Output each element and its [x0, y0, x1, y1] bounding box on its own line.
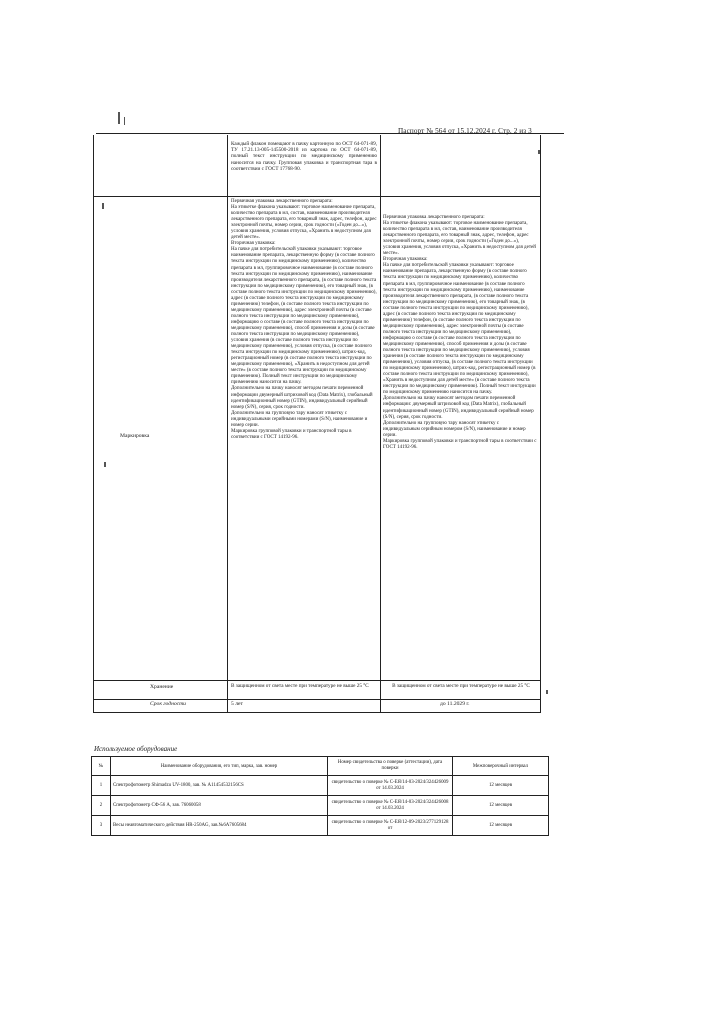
storage-left: В защищенном от света месте при температуре не выше 25 °С: [231, 683, 369, 689]
interval: 12 месяцев: [453, 816, 549, 836]
storage-right: В защищенном от света месте при температуре не выше 25 °С: [392, 683, 530, 689]
col-header-certificate: Номер свидетельства о поверке (аттестации), дата поверки: [328, 757, 453, 776]
storage-label: Хранение: [150, 684, 174, 690]
certificate: свидетельство о поверке № С-ЕЯ/12-09-2023/277129128 от: [328, 816, 453, 836]
equipment-table: [91, 756, 549, 836]
scan-artifact: [546, 690, 548, 694]
interval: 12 месяцев: [453, 776, 549, 796]
marking-right-text: Первичная упаковка лекарственного препарата: На этикетке флакона указывают: торговое наименование препарата, количество препарата в мл, состав, наименование производителя лекарственного препарата, его товарный знак, адрес, телефон, адрес электронной почты, номер серии, срок годности («Годен до...»), условия хранения, условия отпуска, «Хранить в недоступном для детей месте». Вторичная упаковка: На пачке для потребительской упаковки указывают: торговое наименование препарата, лекарственную форму (в составе полного текста инструкции по медицинскому применению), количество препарата в мл, группировочное наименование (в составе полного текста инструкции по медицинскому применению), наименование производителя лекарственного препарата, (в составе полного текста инструкции по медицинскому применению), его товарный знак, (в составе полного текста инструкции по медицинскому применению), адрес (в составе полного текста инструкции по медицинскому применению) телефон, (в составе полного текста инструкции по медицинскому применению), адрес электронной почты (в составе полного текста инструкции по медицинскому применению), информацию о составе (в составе полного текста инструкции по медицинскому применению), способ применения и дозы (в составе полного текста инструкции по медицинскому применению), условия хранения (в составе полного текста инструкции по медицинскому применению), условия отпуска, (в составе полного текста инструкции по медицинскому применению), штрих-код, регистрационный номер (в составе полного текста инструкции по медицинскому применению), «Хранить в недоступном для детей месте» (в составе полного текста инструкции по медицинскому применению). Полный текст инструкции по медицинскому применению наносится на пачку. Дополнительно на пачку наносят методом печати переменной информации: двумерный штриховой код (Data Matrix), глобальный идентификационный номер (GTIN), индивидуальный серийный номер (S/N), серия, срок годности. Дополнительно на групповую тару наносят этикетку с индивидуальным серийным номером (S/N), наименование и номер серии. Маркировка групповой упаковки и транспортной тары в соответствии с ГОСТ 14192-96.: [383, 215, 537, 450]
packaging-cell-text: Каждый флакон помещают в пачку картонную по ОСТ 64-071-89, ТУ 17.21.13-005-145500-2018 из картона по ОСТ 64-071-89, полный текст инструкции по медицинскому применению наносится на пачку. Групповая упаковка и транспортная тара в соответствии с ГОСТ 17768-90.: [231, 141, 377, 172]
row-number: 2: [92, 796, 111, 816]
table-border-right: [540, 135, 541, 713]
passport-header: Паспорт № 564 от 15.12.2024 г. Стр. 2 из 3: [398, 127, 532, 135]
shelf-life-left: 5 лет: [231, 701, 243, 707]
table-col-divider-2: [380, 135, 381, 713]
equipment-name: Спектрофотометр СФ-56 А, зав. 76060058: [111, 796, 328, 816]
equipment-title: Используемое оборудование: [94, 745, 178, 753]
certificate: свидетельство о поверке № С-ЕЯ/14-03-2024/324426008 от 14.03.2024: [328, 796, 453, 816]
scan-artifact: [104, 462, 106, 467]
col-header-interval: Межповерочный интервал: [453, 757, 549, 776]
equipment-name: Весы неавтоматического действия HR-250AG, зав.№6A7605684: [111, 816, 328, 836]
marking-row-label: Маркировка: [120, 433, 150, 439]
col-header-number: №: [92, 757, 111, 776]
certificate: свидетельство о поверке № С-ЕЯ/14-03-2024/324426009 от 14.03.2024: [328, 776, 453, 796]
table-col-divider-1: [227, 135, 228, 713]
scan-artifact: [102, 203, 104, 209]
header-rule: [96, 133, 564, 134]
table-row: [92, 776, 549, 796]
table-row-divider: [93, 699, 541, 700]
shelf-life-right: до 11.2029 г.: [440, 701, 470, 707]
table-border-left: [93, 135, 94, 713]
row-number: 1: [92, 776, 111, 796]
equipment-name: Спектрофотометр Shimadzu UV-1800, зав. № A11454532156CS: [111, 776, 328, 796]
col-header-equipment: Наименование оборудования, его тип, марка, зав. номер: [111, 757, 328, 776]
table-row-divider: [93, 196, 541, 197]
marking-left-text: Первичная упаковка лекарственного препарата: На этикетке флакона указывают: торговое наименование препарата, количество препарата в мл, состав, наименование производителя лекарственного препарата, его товарный знак, адрес, телефон, адрес электронной почты, номер серии, срок годности («Годен до...»), условия хранения, условия отпуска, «Хранить в недоступном для детей месте». Вторичная упаковка: На пачке для потребительской упаковки указывают: торговое наименование препарата, лекарственную форму (в составе полного текста инструкции по медицинскому применению), количество препарата в мл, группировочное наименование (в составе полного текста инструкции по медицинскому применению), наименование производителя лекарственного препарата, (в составе полного текста инструкции по медицинскому применению), его товарный знак, (в составе полного текста инструкции по медицинскому применению), адрес (в составе полного текста инструкции по медицинскому применению) телефон, (в составе полного текста инструкции по медицинскому применению), адрес электронной почты (в составе полного текста инструкции по медицинскому применению), информацию о составе (в составе полного текста инструкции по медицинскому применению), способ применения и дозы (в составе полного текста инструкции по медицинскому применению), условия хранения (в составе полного текста инструкции по медицинскому применению), условия отпуска, (в составе полного текста инструкции по медицинскому применению), штрих-код, регистрационный номер (в составе полного текста инструкции по медицинскому применению), «Хранить в недоступном для детей месте» (в составе полного текста инструкции по медицинскому применению). Полный текст инструкции по медицинскому применению наносится на пачку. Дополнительно на пачку наносят методом печати переменной информации двумерный штриховой код (Data Matrix), глобальный идентификационный номер (GTIN), индивидуальный серийный номер (S/N), серия, срок годности. Дополнительно на групповую тару наносят этикетку с индивидуальными серийными номерами (S/N), наименование и номер серии. Маркировка групповой упаковки и транспортной тары в соответствии с ГОСТ 14192-96.: [231, 199, 377, 440]
interval: 12 месяцев: [453, 796, 549, 816]
table-row-divider: [93, 680, 541, 681]
table-row: [92, 816, 549, 836]
scan-artifact: [124, 117, 125, 125]
table-row: [92, 796, 549, 816]
table-row-divider: [93, 712, 541, 713]
row-number: 3: [92, 816, 111, 836]
scan-artifact: [118, 112, 120, 124]
equipment-header-row: [92, 757, 549, 776]
shelf-life-label: Срок годности: [150, 701, 186, 707]
